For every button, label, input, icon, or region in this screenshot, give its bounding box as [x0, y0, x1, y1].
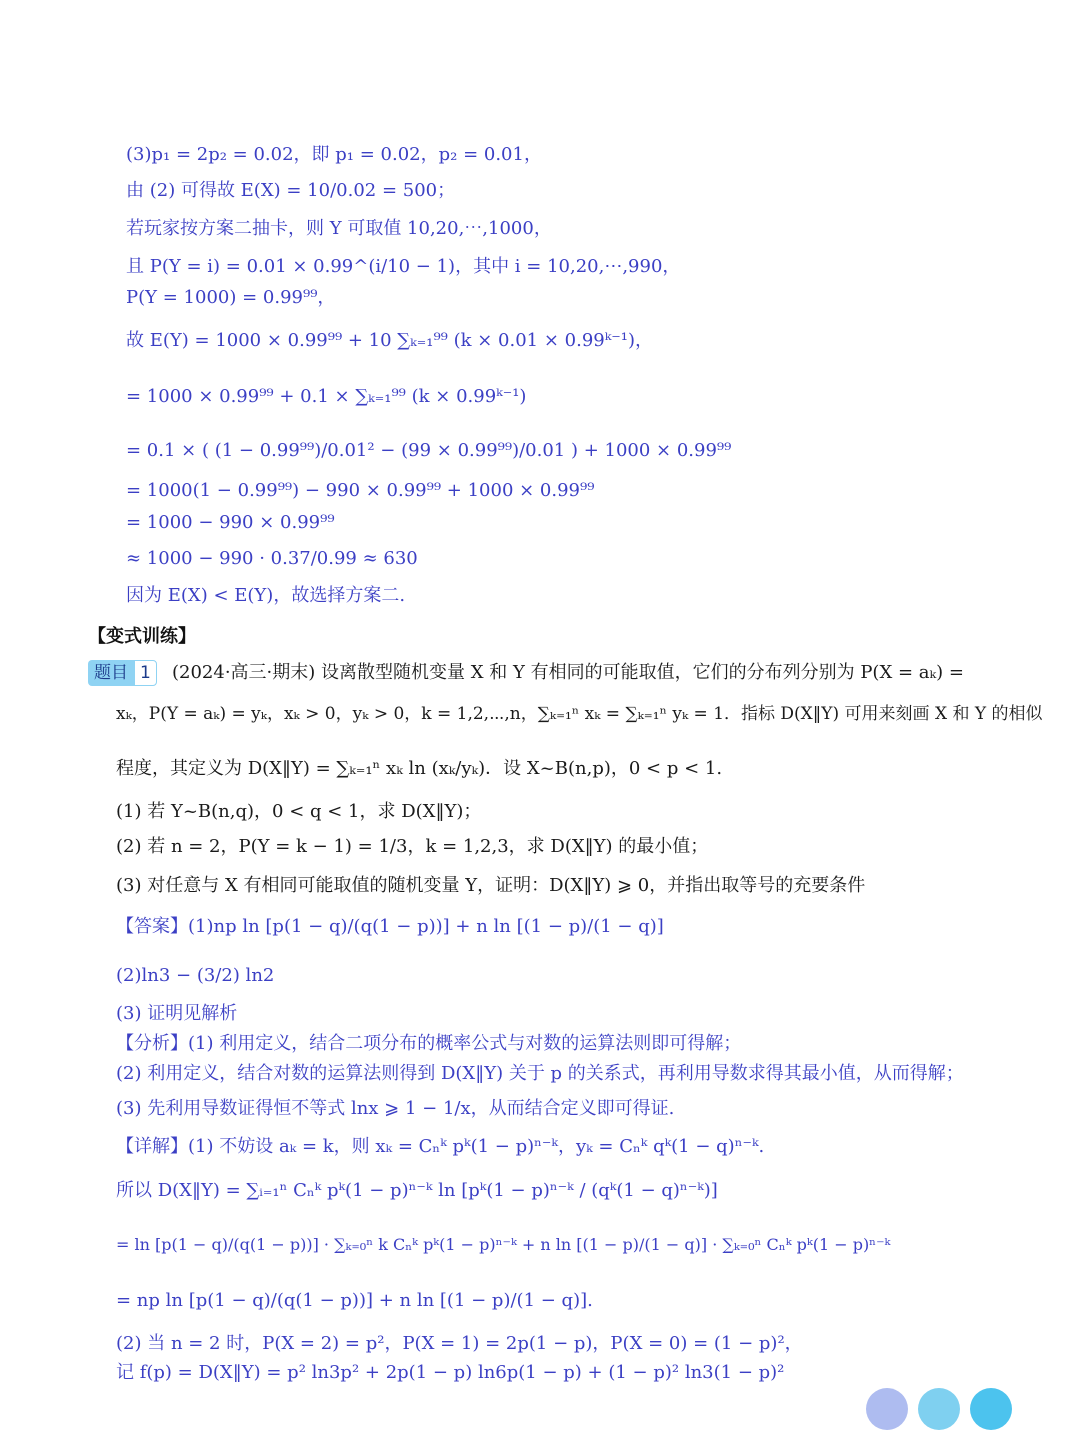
answer-line-1: 【答案】(1)np ln [p(1 − q)/(q(1 − p))] + n ln [(1 − p)/(1 − q)] [116, 916, 664, 937]
solution-line-5: P(Y = 1000) = 0.99⁹⁹， [126, 287, 336, 308]
solution-line-2: 由 (2) 可得故 E(X) = 10/0.02 = 500； [126, 180, 456, 201]
decorative-circle-1 [866, 1388, 908, 1430]
detail-line-2: 所以 D(X‖Y) = ∑ᵢ₌₁ⁿ Cₙᵏ pᵏ(1 − p)ⁿ⁻ᵏ ln [pᵏ(1 − p)ⁿ⁻ᵏ / (qᵏ(1 − q)ⁿ⁻ᵏ)] [116, 1180, 718, 1201]
problem-q3: (3) 对任意与 X 有相同可能取值的随机变量 Y，证明：D(X‖Y) ⩾ 0，并指出取等号的充要条件 [116, 875, 866, 896]
problem-tag [88, 660, 157, 686]
detail-line-3: = ln [p(1 − q)/(q(1 − p))] · ∑ₖ₌₀ⁿ k Cₙᵏ pᵏ(1 − p)ⁿ⁻ᵏ + n ln [(1 − p)/(1 − q)] · ∑ₖ₌₀ⁿ Cₙᵏ pᵏ(1 − p)ⁿ⁻ᵏ [116, 1235, 891, 1254]
solution-line-10: = 1000 − 990 × 0.99⁹⁹ [126, 512, 335, 533]
detail-line-5: (2) 当 n = 2 时，P(X = 2) = p²，P(X = 1) = 2p(1 − p)，P(X = 0) = (1 − p)²， [116, 1333, 803, 1354]
solution-line-1: (3)p₁ = 2p₂ = 0.02，即 p₁ = 0.02，p₂ = 0.01， [126, 144, 542, 165]
answer-line-3: (3) 证明见解析 [116, 1003, 238, 1024]
solution-line-9: = 1000(1 − 0.99⁹⁹) − 990 × 0.99⁹⁹ + 1000 × 0.99⁹⁹ [126, 480, 595, 501]
solution-line-6: 故 E(Y) = 1000 × 0.99⁹⁹ + 10 ∑ₖ₌₁⁹⁹ (k × 0.01 × 0.99ᵏ⁻¹)， [126, 330, 654, 351]
problem-tag-number: 1 [134, 660, 157, 686]
solution-conclusion: 因为 E(X) < E(Y)，故选择方案二. [126, 585, 406, 606]
section-header: 【变式训练】 [88, 626, 196, 647]
decorative-circle-2 [918, 1388, 960, 1430]
solution-line-4: 且 P(Y = i) = 0.01 × 0.99^(i/10 − 1)，其中 i = 10,20,⋯,990， [126, 256, 681, 277]
solution-line-11: ≈ 1000 − 990 · 0.37/0.99 ≈ 630 [126, 548, 418, 569]
problem-q1: (1) 若 Y~B(n,q)，0 < q < 1，求 D(X‖Y)； [116, 801, 482, 822]
detail-line-6: 记 f(p) = D(X‖Y) = p² ln3p² + 2p(1 − p) ln6p(1 − p) + (1 − p)² ln3(1 − p)² [116, 1362, 785, 1383]
problem-line-2: xₖ，P(Y = aₖ) = yₖ，xₖ > 0，yₖ > 0，k = 1,2,⋯,n，∑ₖ₌₁ⁿ xₖ = ∑ₖ₌₁ⁿ yₖ = 1．指标 D(X‖Y) 可用来刻画 X 和 Y 的相似 [116, 704, 1043, 724]
detail-line-4: = np ln [p(1 − q)/(q(1 − p))] + n ln [(1 − p)/(1 − q)]. [116, 1290, 593, 1311]
problem-q2: (2) 若 n = 2，P(Y = k − 1) = 1/3，k = 1,2,3，求 D(X‖Y) 的最小值； [116, 836, 709, 857]
analysis-line-1: 【分析】(1) 利用定义，结合二项分布的概率公式与对数的运算法则即可得解； [116, 1033, 742, 1054]
answer-line-2: (2)ln3 − (3/2) ln2 [116, 965, 275, 986]
solution-line-8: = 0.1 × ( (1 − 0.99⁹⁹)/0.01² − (99 × 0.99⁹⁹)/0.01 ) + 1000 × 0.99⁹⁹ [126, 440, 732, 461]
problem-tag-label: 题目 [88, 660, 134, 686]
problem-line-1: (2024·高三·期末) 设离散型随机变量 X 和 Y 有相同的可能取值，它们的分布列分别为 P(X = aₖ) = [172, 662, 964, 683]
solution-line-3: 若玩家按方案二抽卡，则 Y 可取值 10,20,⋯,1000， [126, 218, 552, 239]
decorative-circle-3 [970, 1388, 1012, 1430]
analysis-line-2: (2) 利用定义，结合对数的运算法则得到 D(X‖Y) 关于 p 的关系式，再利用导数求得其最小值，从而得解； [116, 1063, 964, 1084]
detail-line-1: 【详解】(1) 不妨设 aₖ = k，则 xₖ = Cₙᵏ pᵏ(1 − p)ⁿ⁻ᵏ，yₖ = Cₙᵏ qᵏ(1 − q)ⁿ⁻ᵏ. [116, 1136, 765, 1157]
solution-line-7: = 1000 × 0.99⁹⁹ + 0.1 × ∑ₖ₌₁⁹⁹ (k × 0.99ᵏ⁻¹) [126, 386, 527, 407]
analysis-line-3: (3) 先利用导数证得恒不等式 lnx ⩾ 1 − 1/x，从而结合定义即可得证. [116, 1098, 675, 1119]
problem-line-3: 程度，其定义为 D(X‖Y) = ∑ₖ₌₁ⁿ xₖ ln (xₖ/yₖ)．设 X~B(n,p)，0 < p < 1. [116, 758, 723, 779]
